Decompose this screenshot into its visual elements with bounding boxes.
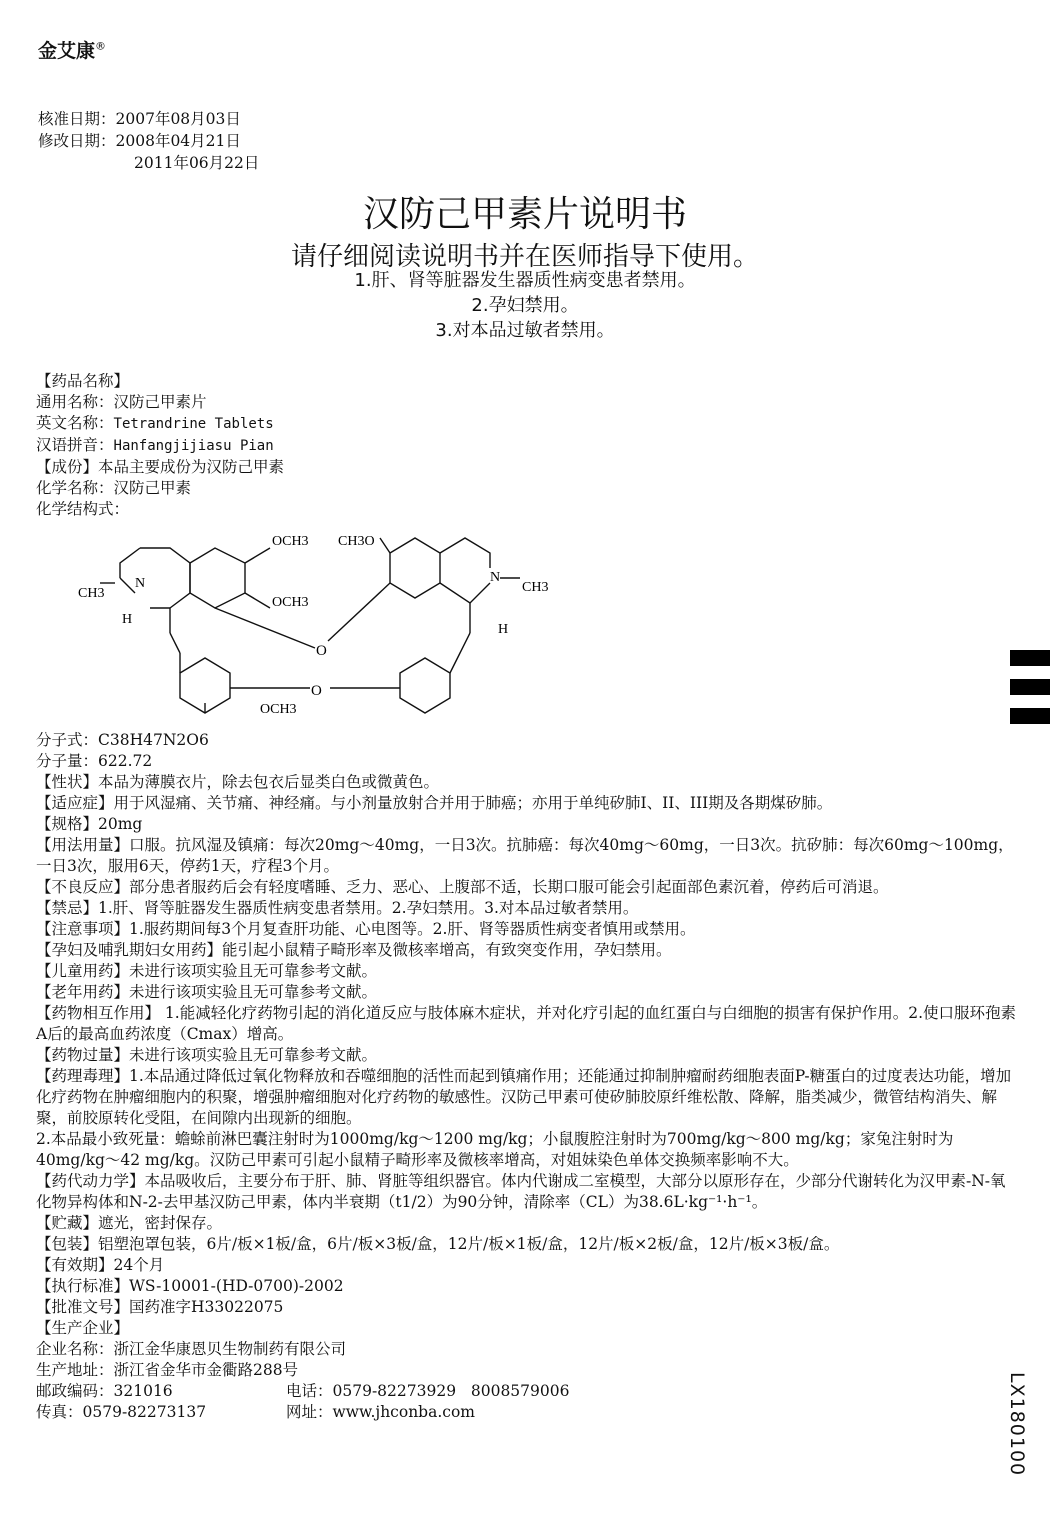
drug-name-heading: 【药品名称】 xyxy=(36,372,130,390)
struct-label-h-right: H xyxy=(498,622,509,637)
section-children: 【儿童用药】未进行该项实验且无可靠参考文献。 xyxy=(36,962,378,980)
chemical-structure-diagram xyxy=(60,523,580,723)
struct-label-n-left: N xyxy=(135,576,146,591)
section-indications: 【适应症】用于风湿痛、关节痛、神经痛。与小剂量放射合并用于肺癌；亦用于单纯矽肺I、II、III期及各期煤矽肺。 xyxy=(36,794,833,812)
struct-label-och3-b: OCH3 xyxy=(272,595,309,610)
struct-label-ch3o: CH3O xyxy=(338,534,375,549)
section-standard: 【执行标准】WS-10001-(HD-0700)-2002 xyxy=(36,1277,344,1295)
chemical-name: 化学名称：汉防己甲素 xyxy=(36,479,192,497)
section-validity: 【有效期】24个月 xyxy=(36,1256,165,1274)
section-precautions: 【注意事项】1.服药期间每3个月复查肝功能、心电图等。2.肝、肾等器质性病变者慎用或禁用。 xyxy=(36,920,696,938)
revised-date-2: 2011年06月22日 xyxy=(134,154,260,172)
struct-label-n-right: N xyxy=(490,570,501,585)
section-specification: 【规格】20mg xyxy=(36,815,143,833)
section-pharmacology: 【药理毒理】1.本品通过降低过氧化物释放和吞噬细胞的活性而起到镇痛作用；还能通过抑制肿瘤耐药细胞表面P-糖蛋白的过度表达功能，增加化疗药物在肿瘤细胞内的积聚，增强肿瘤细胞对化疗药物的敏感性。汉防己甲素可使矽肺胶原纤维松散、降解，脂类减少，微管结构消失、解聚，前胶原转化受阻，在间隙内出现新的细胞。 xyxy=(36,1067,1012,1127)
approval-dates xyxy=(38,108,259,174)
struct-label-o-lower: O xyxy=(311,683,322,699)
bar-mark xyxy=(1010,650,1050,666)
section-pharmacokinetics: 【药代动力学】本品吸收后，主要分布于肝、肺、肾脏等组织器官。体内代谢成二室模型，大部分以原形存在，少部分代谢转化为汉甲素-N-氧化物异构体和N-2-去甲基汉防己甲素，体内半衰期（t1/2）为90分钟，清除率（CL）为38.6L·kg⁻¹·h⁻¹。 xyxy=(36,1172,1006,1211)
drug-info xyxy=(36,371,284,520)
section-interactions: 【药物相互作用】 1.能减轻化疗药物引起的消化道反应与肢体麻木症状，并对化疗引起的血红蛋白与白细胞的损害有保护作用。2.使口服环孢素A后的最高血药浓度（Cmax）增高。 xyxy=(36,1004,1017,1043)
section-approval: 【批准文号】国药准字H33022075 xyxy=(36,1298,284,1316)
postcode: 邮政编码：321016 xyxy=(36,1382,173,1400)
section-elderly: 【老年用药】未进行该项实验且无可靠参考文献。 xyxy=(36,983,378,1001)
struct-label-ch3-right: CH3 xyxy=(522,580,549,595)
ingredient: 【成份】本品主要成份为汉防己甲素 xyxy=(36,458,285,476)
section-storage: 【贮藏】遮光，密封保存。 xyxy=(36,1214,223,1232)
molecular-weight: 分子量：622.72 xyxy=(36,752,153,770)
company-address: 生产地址：浙江省金华市金衢路288号 xyxy=(36,1361,299,1379)
pinyin-name: 汉语拼音：Hanfangjijiasu Pian xyxy=(36,436,274,454)
black-bar-marks xyxy=(1010,650,1050,737)
leaflet-body xyxy=(36,730,1016,1423)
brand-name: 金艾康® xyxy=(38,39,107,62)
struct-label-h-left: H xyxy=(122,612,133,627)
generic-name: 通用名称：汉防己甲素片 xyxy=(36,393,207,411)
section-packaging: 【包装】铝塑泡罩包装，6片/板×1板/盒，6片/板×3板/盒，12片/板×1板/盒，12片/板×2板/盒，12片/板×3板/盒。 xyxy=(36,1235,840,1253)
company-name: 企业名称：浙江金华康恩贝生物制药有限公司 xyxy=(36,1340,347,1358)
approved-date: 核准日期：2007年08月03日 xyxy=(38,110,241,128)
section-adverse-reactions: 【不良反应】部分患者服药后会有轻度嗜睡、乏力、恶心、上腹部不适，长期口服可能会引起面部色素沉着，停药后可消退。 xyxy=(36,878,889,896)
warning-1: 1.肝、肾等脏器发生器质性病变患者禁用。 xyxy=(354,270,696,291)
struct-label-och3-c: OCH3 xyxy=(260,702,297,717)
warning-2: 2.孕妇禁用。 xyxy=(471,295,579,316)
revised-date: 修改日期：2008年04月21日 xyxy=(38,132,241,150)
page-subtitle: 请仔细阅读说明书并在医师指导下使用。 xyxy=(290,242,759,272)
bar-mark xyxy=(1010,708,1050,724)
section-toxicology: 2.本品最小致死量：蟾蜍前淋巴囊注射时为1000mg/kg～1200 mg/kg；小鼠腹腔注射时为700mg/kg～800 mg/kg；家兔注射时为40mg/kg～42 mg/kg。汉防己甲素可引起小鼠精子畸形率及微核率增高，对姐妹染色单体交换频率影响不大。 xyxy=(36,1130,954,1169)
website: 网址：www.jhconba.com xyxy=(286,1403,475,1421)
formula: 分子式：C38H47N2O6 xyxy=(36,731,209,749)
section-manufacturer: 【生产企业】 xyxy=(36,1319,130,1337)
section-contraindications: 【禁忌】1.肝、肾等脏器发生器质性病变患者禁用。2.孕妇禁用。3.对本品过敏者禁用。 xyxy=(36,899,639,917)
english-name: 英文名称：Tetrandrine Tablets xyxy=(36,414,274,432)
section-pregnancy: 【孕妇及哺乳期妇女用药】能引起小鼠精子畸形率及微核率增高，有致突变作用，孕妇禁用。 xyxy=(36,941,672,959)
section-properties: 【性状】本品为薄膜衣片，除去包衣后显类白色或微黄色。 xyxy=(36,773,440,791)
chemical-structure-label: 化学结构式： xyxy=(36,500,130,518)
section-overdose: 【药物过量】未进行该项实验且无可靠参考文献。 xyxy=(36,1046,378,1064)
page-title: 汉防己甲素片说明书 xyxy=(362,194,687,235)
phone: 电话：0579-82273929 8008579006 xyxy=(286,1382,570,1400)
struct-label-ch3-left: CH3 xyxy=(78,586,105,601)
struct-label-o-upper: O xyxy=(316,643,327,659)
bar-mark xyxy=(1010,679,1050,695)
struct-label-och3-a: OCH3 xyxy=(272,534,309,549)
warning-3: 3.对本品过敏者禁用。 xyxy=(435,320,615,341)
section-dosage: 【用法用量】口服。抗风湿及镇痛：每次20mg～40mg，一日3次。抗肺癌：每次40mg～60mg，一日3次。抗矽肺：每次60mg～100mg，一日3次，服用6天，停药1天，疗程3个月。 xyxy=(36,836,1014,875)
side-print-code: LX180100 xyxy=(1006,1372,1028,1477)
fax: 传真：0579-82273137 xyxy=(36,1403,207,1421)
